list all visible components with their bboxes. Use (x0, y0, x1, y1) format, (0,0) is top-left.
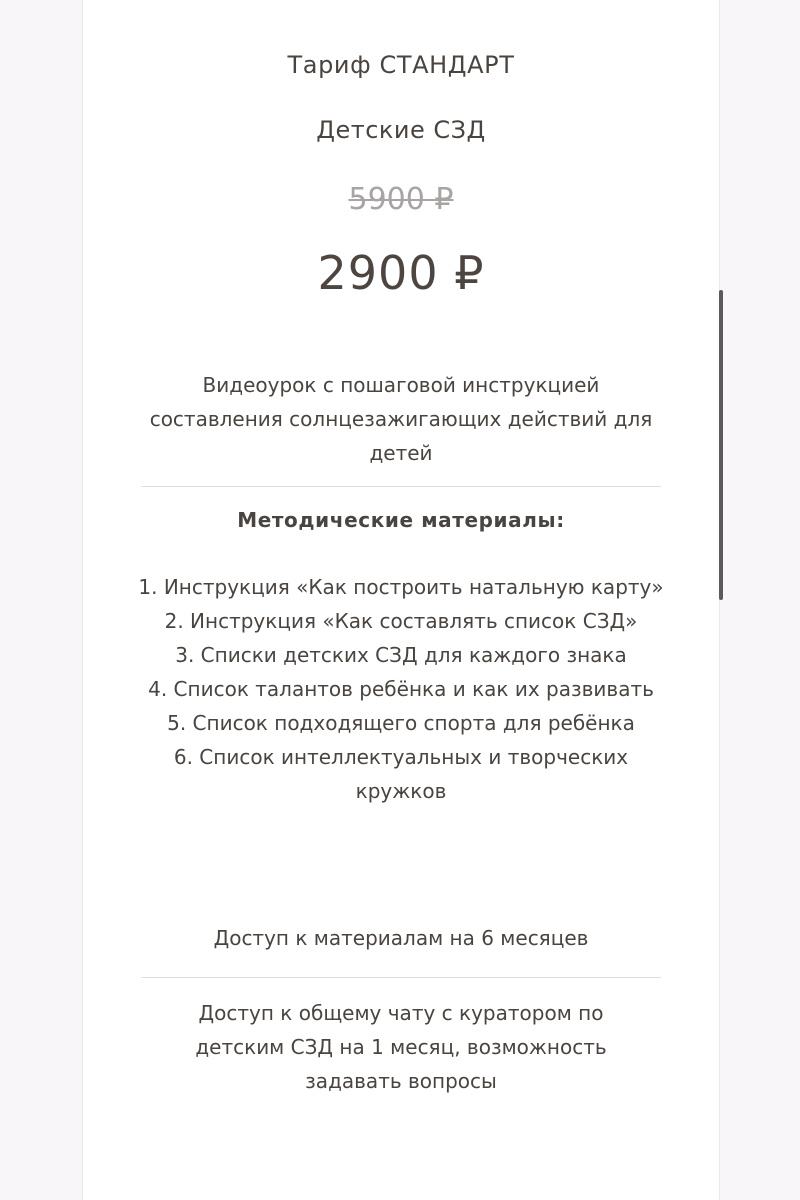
video-lesson-description: Видеоурок с пошаговой инструкцией составления солнцезажигающих действий для детей (149, 373, 653, 465)
divider (141, 486, 661, 487)
list-item: 2. Инструкция «Как составлять список СЗД» (164, 609, 638, 633)
tariff-title: Тариф СТАНДАРТ (287, 51, 515, 79)
scrollbar[interactable] (719, 290, 723, 600)
tariff-subtitle: Детские СЗД (316, 116, 486, 144)
materials-list (131, 570, 671, 808)
list-item: 4. Список талантов ребёнка и как их развивать (148, 677, 654, 701)
access-duration: Доступ к материалам на 6 месяцев (213, 926, 589, 950)
current-price: 2900 ₽ (317, 246, 485, 300)
old-price: 5900 ₽ (348, 182, 454, 217)
materials-heading: Методические материалы: (237, 508, 565, 532)
tariff-card (82, 0, 720, 1200)
list-item: 6. Список интеллектуальных и творческих кружков (173, 745, 629, 803)
list-item: 1. Инструкция «Как построить натальную карту» (138, 575, 664, 599)
divider (141, 977, 661, 978)
list-item: 3. Списки детских СЗД для каждого знака (175, 643, 627, 667)
chat-access-description: Доступ к общему чату с куратором по детским СЗД на 1 месяц, возможность задавать вопросы (195, 1001, 607, 1093)
list-item: 5. Список подходящего спорта для ребёнка (167, 711, 635, 735)
